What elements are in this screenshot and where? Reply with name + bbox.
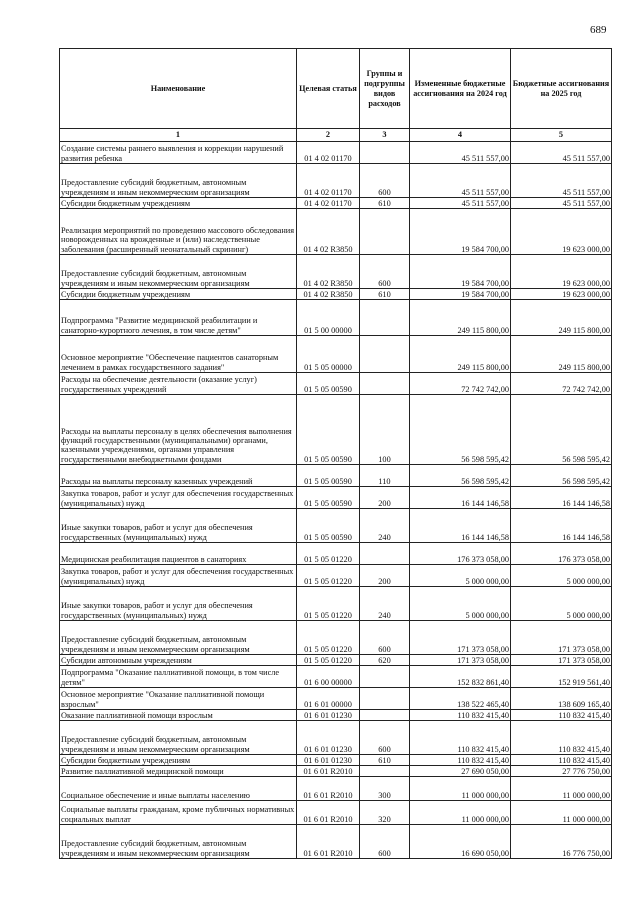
column-number: 2 xyxy=(297,129,360,142)
row-expense-type xyxy=(360,710,410,721)
table-row xyxy=(60,465,612,487)
row-expense-type xyxy=(360,666,410,688)
row-name: Закупка товаров, работ и услуг для обеспечения государственных (муниципальных) нужд xyxy=(60,487,297,509)
row-expense-type: 610 xyxy=(360,755,410,766)
table-row xyxy=(60,373,612,395)
row-name: Оказание паллиативной помощи взрослым xyxy=(60,710,297,721)
row-amount-2024: 110 832 415,40 xyxy=(410,710,511,721)
row-amount-2024: 19 584 700,00 xyxy=(410,255,511,289)
row-expense-type: 620 xyxy=(360,655,410,666)
row-amount-2025: 171 373 058,00 xyxy=(511,655,612,666)
row-amount-2024: 171 373 058,00 xyxy=(410,655,511,666)
row-name: Субсидии бюджетным учреждениям xyxy=(60,755,297,766)
row-name: Создание системы раннего выявления и коррекции нарушений развития ребенка xyxy=(60,142,297,164)
row-amount-2025: 27 776 750,00 xyxy=(511,766,612,777)
row-amount-2024: 110 832 415,40 xyxy=(410,721,511,755)
row-target-code: 01 4 02 R3850 xyxy=(297,255,360,289)
row-target-code: 01 6 01 01230 xyxy=(297,755,360,766)
row-amount-2025: 45 511 557,00 xyxy=(511,198,612,209)
header-amount-2025: Бюджетные ассигнования на 2025 год xyxy=(511,49,612,129)
row-amount-2025: 16 776 750,00 xyxy=(511,825,612,859)
row-target-code: 01 5 05 00590 xyxy=(297,395,360,465)
row-target-code: 01 5 05 01220 xyxy=(297,655,360,666)
column-number-row xyxy=(60,129,612,142)
table-row xyxy=(60,255,612,289)
row-amount-2024: 16 144 146,58 xyxy=(410,509,511,543)
table-row xyxy=(60,164,612,198)
header-row xyxy=(60,49,612,129)
row-amount-2024: 45 511 557,00 xyxy=(410,164,511,198)
row-expense-type: 600 xyxy=(360,621,410,655)
table-row xyxy=(60,209,612,255)
row-amount-2024: 16 690 050,00 xyxy=(410,825,511,859)
row-expense-type: 610 xyxy=(360,198,410,209)
row-amount-2024: 138 522 465,40 xyxy=(410,688,511,710)
row-target-code: 01 4 02 01170 xyxy=(297,142,360,164)
row-target-code: 01 5 05 01220 xyxy=(297,587,360,621)
row-amount-2025: 171 373 058,00 xyxy=(511,621,612,655)
header-groups: Группы и подгруппы видов расходов xyxy=(360,49,410,129)
row-amount-2024: 110 832 415,40 xyxy=(410,755,511,766)
row-expense-type: 600 xyxy=(360,164,410,198)
row-target-code: 01 5 05 00590 xyxy=(297,487,360,509)
row-amount-2024: 171 373 058,00 xyxy=(410,621,511,655)
row-target-code: 01 6 01 R2010 xyxy=(297,801,360,825)
table-row xyxy=(60,142,612,164)
row-expense-type: 610 xyxy=(360,289,410,300)
row-amount-2025: 19 623 000,00 xyxy=(511,289,612,300)
row-amount-2024: 5 000 000,00 xyxy=(410,587,511,621)
table-row xyxy=(60,755,612,766)
row-target-code: 01 5 05 01220 xyxy=(297,621,360,655)
row-expense-type xyxy=(360,373,410,395)
header-target: Целевая статья xyxy=(297,49,360,129)
table-row xyxy=(60,509,612,543)
table-row xyxy=(60,565,612,587)
row-expense-type: 300 xyxy=(360,777,410,801)
row-name: Медицинская реабилитация пациентов в санаториях xyxy=(60,543,297,565)
row-name: Реализация мероприятий по проведению массового обследования новорожденных на врожденные и (или) наследственные заболевания (расширенный неонатальный скрининг) xyxy=(60,209,297,255)
row-name: Основное мероприятие "Обеспечение пациентов санаторным лечением в рамках государственного задания" xyxy=(60,336,297,373)
row-target-code: 01 6 01 01230 xyxy=(297,710,360,721)
row-amount-2025: 72 742 742,00 xyxy=(511,373,612,395)
row-name: Субсидии автономным учреждениям xyxy=(60,655,297,666)
row-amount-2024: 249 115 800,00 xyxy=(410,336,511,373)
table-row xyxy=(60,721,612,755)
row-amount-2024: 152 832 861,40 xyxy=(410,666,511,688)
row-expense-type xyxy=(360,688,410,710)
table-row xyxy=(60,710,612,721)
row-name: Развитие паллиативной медицинской помощи xyxy=(60,766,297,777)
row-target-code: 01 6 01 R2010 xyxy=(297,825,360,859)
row-target-code: 01 5 00 00000 xyxy=(297,300,360,336)
row-amount-2025: 249 115 800,00 xyxy=(511,336,612,373)
row-expense-type: 320 xyxy=(360,801,410,825)
row-expense-type: 110 xyxy=(360,465,410,487)
row-amount-2025: 152 919 561,40 xyxy=(511,666,612,688)
row-amount-2025: 176 373 058,00 xyxy=(511,543,612,565)
header-name: Наименование xyxy=(60,49,297,129)
header-amount-2024: Измененные бюджетные ассигнования на 2024 год xyxy=(410,49,511,129)
row-name: Основное мероприятие "Оказание паллиативной помощи взрослым" xyxy=(60,688,297,710)
row-target-code: 01 6 01 R2010 xyxy=(297,766,360,777)
row-name: Социальные выплаты гражданам, кроме публичных нормативных социальных выплат xyxy=(60,801,297,825)
row-name: Субсидии бюджетным учреждениям xyxy=(60,198,297,209)
row-amount-2024: 11 000 000,00 xyxy=(410,801,511,825)
row-name: Предоставление субсидий бюджетным, автономным учреждениям и иным некоммерческим организациям xyxy=(60,825,297,859)
row-expense-type xyxy=(360,543,410,565)
table-row xyxy=(60,801,612,825)
table-row xyxy=(60,543,612,565)
row-name: Субсидии бюджетным учреждениям xyxy=(60,289,297,300)
row-expense-type xyxy=(360,142,410,164)
row-amount-2025: 16 144 146,58 xyxy=(511,509,612,543)
table-row xyxy=(60,487,612,509)
row-target-code: 01 6 01 00000 xyxy=(297,688,360,710)
table-row xyxy=(60,395,612,465)
row-name: Расходы на выплаты персоналу в целях обеспечения выполнения функций государственными (муниципальными) органами, казенными учреждениями, органами управления государственными внебюджетными фондами xyxy=(60,395,297,465)
row-amount-2025: 19 623 000,00 xyxy=(511,209,612,255)
row-amount-2024: 72 742 742,00 xyxy=(410,373,511,395)
row-amount-2025: 110 832 415,40 xyxy=(511,721,612,755)
row-name: Расходы на выплаты персоналу казенных учреждений xyxy=(60,465,297,487)
row-amount-2025: 11 000 000,00 xyxy=(511,801,612,825)
row-amount-2024: 19 584 700,00 xyxy=(410,209,511,255)
row-amount-2025: 11 000 000,00 xyxy=(511,777,612,801)
row-target-code: 01 6 01 R2010 xyxy=(297,777,360,801)
row-target-code: 01 4 02 R3850 xyxy=(297,209,360,255)
row-amount-2025: 45 511 557,00 xyxy=(511,142,612,164)
row-amount-2024: 16 144 146,58 xyxy=(410,487,511,509)
column-number: 3 xyxy=(360,129,410,142)
row-amount-2024: 45 511 557,00 xyxy=(410,198,511,209)
row-amount-2024: 176 373 058,00 xyxy=(410,543,511,565)
table-row xyxy=(60,587,612,621)
row-name: Иные закупки товаров, работ и услуг для обеспечения государственных (муниципальных) нужд xyxy=(60,587,297,621)
page-number: 689 xyxy=(590,24,607,36)
row-name: Подпрограмма "Оказание паллиативной помощи, в том числе детям" xyxy=(60,666,297,688)
row-amount-2025: 19 623 000,00 xyxy=(511,255,612,289)
table-row xyxy=(60,300,612,336)
row-target-code: 01 5 05 00590 xyxy=(297,465,360,487)
row-amount-2025: 110 832 415,40 xyxy=(511,755,612,766)
row-amount-2024: 5 000 000,00 xyxy=(410,565,511,587)
row-expense-type xyxy=(360,300,410,336)
row-expense-type xyxy=(360,209,410,255)
row-expense-type xyxy=(360,766,410,777)
row-amount-2025: 5 000 000,00 xyxy=(511,587,612,621)
row-target-code: 01 5 05 01220 xyxy=(297,543,360,565)
row-amount-2025: 56 598 595,42 xyxy=(511,465,612,487)
row-name: Предоставление субсидий бюджетным, автономным учреждениям и иным некоммерческим организациям xyxy=(60,621,297,655)
row-amount-2025: 249 115 800,00 xyxy=(511,300,612,336)
row-target-code: 01 4 02 01170 xyxy=(297,198,360,209)
row-target-code: 01 5 05 00590 xyxy=(297,373,360,395)
row-expense-type: 100 xyxy=(360,395,410,465)
row-amount-2025: 5 000 000,00 xyxy=(511,565,612,587)
column-number: 1 xyxy=(60,129,297,142)
row-target-code: 01 4 02 R3850 xyxy=(297,289,360,300)
row-target-code: 01 5 05 00590 xyxy=(297,509,360,543)
row-name: Расходы на обеспечение деятельности (оказание услуг) государственных учреждений xyxy=(60,373,297,395)
table-row xyxy=(60,621,612,655)
row-amount-2025: 138 609 165,40 xyxy=(511,688,612,710)
row-expense-type xyxy=(360,336,410,373)
row-expense-type: 600 xyxy=(360,825,410,859)
row-target-code: 01 5 05 00000 xyxy=(297,336,360,373)
table-row xyxy=(60,336,612,373)
row-expense-type: 600 xyxy=(360,721,410,755)
table-row xyxy=(60,825,612,859)
row-name: Предоставление субсидий бюджетным, автономным учреждениям и иным некоммерческим организациям xyxy=(60,164,297,198)
row-expense-type: 240 xyxy=(360,509,410,543)
row-name: Предоставление субсидий бюджетным, автономным учреждениям и иным некоммерческим организациям xyxy=(60,255,297,289)
row-amount-2024: 11 000 000,00 xyxy=(410,777,511,801)
row-target-code: 01 4 02 01170 xyxy=(297,164,360,198)
row-amount-2024: 27 690 050,00 xyxy=(410,766,511,777)
row-expense-type: 600 xyxy=(360,255,410,289)
row-name: Предоставление субсидий бюджетным, автономным учреждениям и иным некоммерческим организациям xyxy=(60,721,297,755)
budget-table xyxy=(59,48,612,859)
table-row xyxy=(60,777,612,801)
table-row xyxy=(60,289,612,300)
row-target-code: 01 6 00 00000 xyxy=(297,666,360,688)
column-number: 4 xyxy=(410,129,511,142)
column-number: 5 xyxy=(511,129,612,142)
row-expense-type: 200 xyxy=(360,565,410,587)
row-amount-2024: 249 115 800,00 xyxy=(410,300,511,336)
row-amount-2024: 45 511 557,00 xyxy=(410,142,511,164)
row-amount-2024: 56 598 595,42 xyxy=(410,395,511,465)
table-row xyxy=(60,766,612,777)
row-amount-2024: 19 584 700,00 xyxy=(410,289,511,300)
row-amount-2025: 16 144 146,58 xyxy=(511,487,612,509)
row-amount-2025: 110 832 415,40 xyxy=(511,710,612,721)
table-row xyxy=(60,655,612,666)
row-target-code: 01 5 05 01220 xyxy=(297,565,360,587)
row-amount-2025: 45 511 557,00 xyxy=(511,164,612,198)
row-name: Закупка товаров, работ и услуг для обеспечения государственных (муниципальных) нужд xyxy=(60,565,297,587)
row-amount-2025: 56 598 595,42 xyxy=(511,395,612,465)
table-row xyxy=(60,688,612,710)
row-expense-type: 240 xyxy=(360,587,410,621)
row-target-code: 01 6 01 01230 xyxy=(297,721,360,755)
row-expense-type: 200 xyxy=(360,487,410,509)
row-name: Иные закупки товаров, работ и услуг для обеспечения государственных (муниципальных) нужд xyxy=(60,509,297,543)
row-name: Подпрограмма "Развитие медицинской реабилитации и санаторно-курортного лечения, в том числе детям" xyxy=(60,300,297,336)
table-row xyxy=(60,666,612,688)
row-amount-2024: 56 598 595,42 xyxy=(410,465,511,487)
row-name: Социальное обеспечение и иные выплаты населению xyxy=(60,777,297,801)
table-row xyxy=(60,198,612,209)
